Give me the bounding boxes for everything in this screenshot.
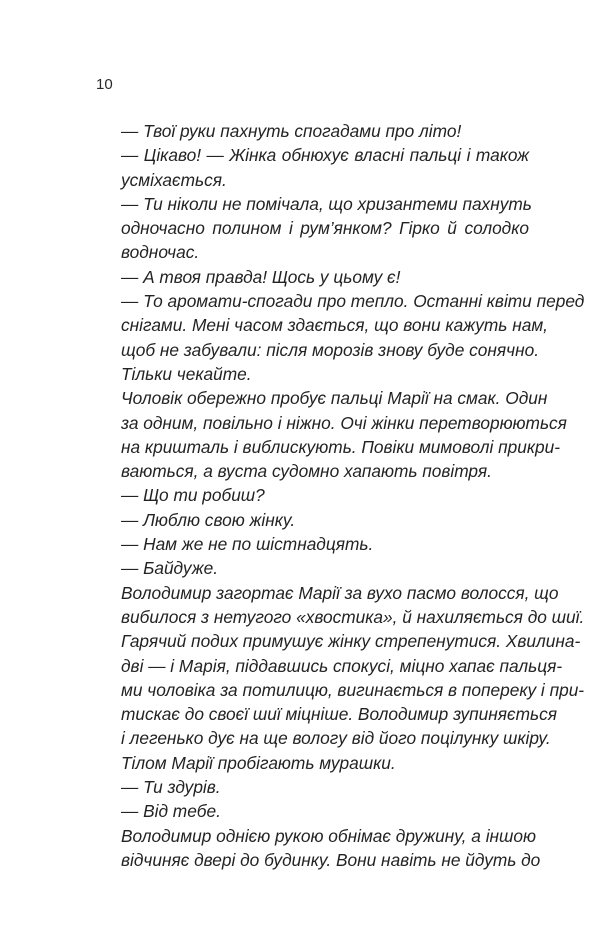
page-number: 10 bbox=[96, 76, 113, 93]
text-line: Гарячий подих примушує жінку стрепенутися. Хвилина- bbox=[121, 631, 581, 652]
body-text bbox=[121, 119, 585, 872]
text-line: — Від тебе. bbox=[121, 801, 221, 822]
text-line: — Ти здурів. bbox=[121, 777, 221, 798]
text-line: дві — і Марія, піддавшись спокусі, міцно хапає пальця- bbox=[121, 655, 563, 676]
text-line: — Нам же не по шістнадцять. bbox=[121, 534, 374, 555]
text-line: водночас. bbox=[121, 242, 200, 263]
text-line: — То аромати-спогади про тепло. Останні квіти перед bbox=[121, 291, 585, 312]
text-line: — А твоя правда! Щось у цьому є! bbox=[121, 266, 401, 287]
text-line: снігами. Мені часом здається, що вони кажуть нам, bbox=[121, 315, 548, 336]
text-line: одночасно полином і рум’янком? Гірко й солодко bbox=[121, 218, 529, 239]
text-line: Тілом Марії пробігають мурашки. bbox=[121, 752, 396, 773]
text-line: тискає до своєї шиї міцніше. Володимир зупиняється bbox=[121, 704, 557, 725]
text-line: — Що ти робиш? bbox=[121, 485, 265, 506]
text-line: — Ти ніколи не помічала, що хризантеми пахнуть bbox=[121, 193, 532, 214]
text-line: — Цікаво! — Жінка обнюхує власні пальці і також bbox=[121, 145, 529, 166]
text-line: Володимир однією рукою обнімає дружину, а іншою bbox=[121, 825, 537, 846]
text-line: — Твої руки пахнуть спогадами про літо! bbox=[121, 121, 462, 141]
text-line: ваються, а вуста судомно хапають повітря. bbox=[121, 461, 492, 482]
text-line: за одним, повільно і ніжно. Очі жінки перетворюються bbox=[121, 412, 567, 433]
text-line: — Байдуже. bbox=[121, 558, 219, 579]
text-line: усміхається. bbox=[121, 169, 227, 190]
text-line: — Люблю свою жінку. bbox=[121, 509, 296, 530]
text-line: Володимир загортає Марії за вухо пасмо волосся, що bbox=[121, 582, 559, 603]
text-line: Чоловік обережно пробує пальці Марії на смак. Один bbox=[121, 388, 548, 409]
text-line: на кришталь і виблискують. Повіки мимоволі прикри- bbox=[121, 436, 561, 457]
text-line: щоб не забували: після морозів знову буде сонячно. bbox=[121, 339, 540, 360]
text-line: і легенько дує на ще вологу від його поцілунку шкіру. bbox=[121, 728, 551, 749]
text-line: Тільки чекайте. bbox=[121, 363, 252, 384]
text-line: відчиняє двері до будинку. Вони навіть не йдуть до bbox=[121, 849, 541, 870]
text-line: вибилося з нетугого «хвостика», й нахиляється до шиї. bbox=[121, 606, 585, 627]
text-line: ми чоловіка за потилицю, вигинається в попереку і при- bbox=[121, 679, 585, 700]
